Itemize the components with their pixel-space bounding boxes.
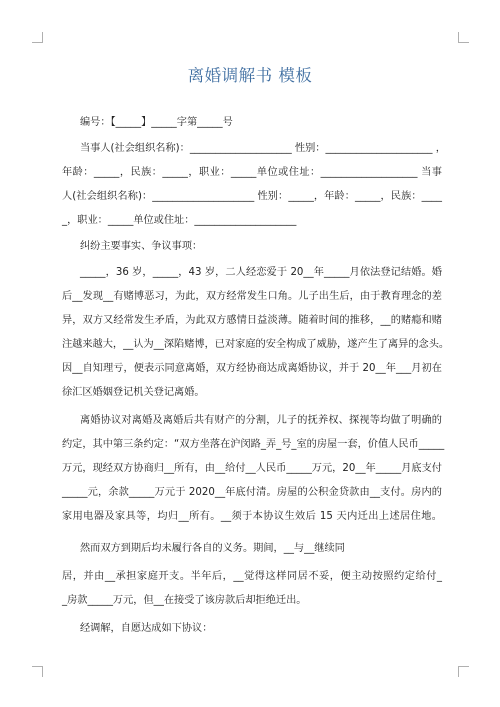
fact-line-1: _____，36 岁，_____，43 岁，二人经恋爱于 20__年_____月依法登记结婚。婚 — [80, 267, 442, 278]
agreement-line-5: 家用电器及家具等，均归__所有。__须于本协议生效后 15 天内迁出上述居住地。 — [62, 511, 442, 522]
fact-line-5: 因__自知理亏，便表示同意离婚，双方经协商达成离婚协议，并于 20__年___月初在 — [62, 363, 442, 374]
mediation-heading: 经调解，自愿达成如下协议： — [80, 623, 213, 634]
party-line-4: _，职业：_____单位或住址：____________________ — [62, 215, 297, 226]
party-line-3: 人(社会组织名称)：____________________ 性别：_____，年龄：_____，民族：____ — [62, 191, 442, 202]
crop-mark-bottom-left — [32, 666, 43, 677]
party-line-2: 年龄：_____，民族：_____，职业：_____单位或住址：___________________ 当事 — [62, 167, 442, 178]
fact-line-3: 异，双方又经常发生矛盾，为此双方感情日益淡薄。随着时间的推移，__的赌瘾和赌 — [62, 315, 442, 326]
aftermath-line-1: 然而双方到期后均未履行各自的义务。期间，__与__继续同 — [80, 543, 345, 554]
party-line-1: 当事人(社会组织名称)：____________________ 性别：_____________________ ， — [80, 143, 446, 154]
agreement-line-2: 约定，其中第三条约定：“双方坐落在沪闵路_弄_号_室的房屋一套，价值人民币_____ — [62, 439, 445, 450]
fact-line-2: 后__发现__有赌博恶习，为此，双方经常发生口角。儿子出生后，由于教育理念的差 — [62, 291, 442, 302]
aftermath-line-2: 居，并由__承担家庭开支。半年后，__觉得这样同居不妥，便主动按照约定给付_ — [62, 571, 442, 582]
crop-mark-top-left — [32, 32, 43, 43]
crop-mark-bottom-right — [458, 666, 469, 677]
agreement-line-4: _____元，余款_____万元于 2020__年底付清。房屋的公积金贷款由__支付。房内的 — [62, 487, 442, 498]
document-title: 离婚调解书 模板 — [187, 66, 313, 85]
fact-line-6: 徐汇区婚姻登记机关登记离婚。 — [62, 387, 205, 398]
agreement-line-3: 万元，现经双方协商归__所有，由__给付__人民币_____万元，20__年_____月底支付 — [62, 463, 442, 474]
agreement-line-1: 离婚协议对离婚及离婚后共有财产的分割，儿子的抚养权、探视等均做了明确的 — [80, 415, 442, 426]
crop-mark-top-right — [458, 32, 469, 43]
aftermath-line-3: _房款_____万元，但__在接受了该房款后却拒绝迁出。 — [62, 595, 307, 606]
fact-line-4: 注越来越大，__认为__深陷赌博，已对家庭的安全构成了威胁，遂产生了离异的念头。 — [62, 339, 450, 350]
case-number-line: 编号：【_____】_____字第_____号 — [80, 117, 233, 128]
dispute-heading: 纠纷主要事实、争议事项： — [80, 241, 203, 252]
